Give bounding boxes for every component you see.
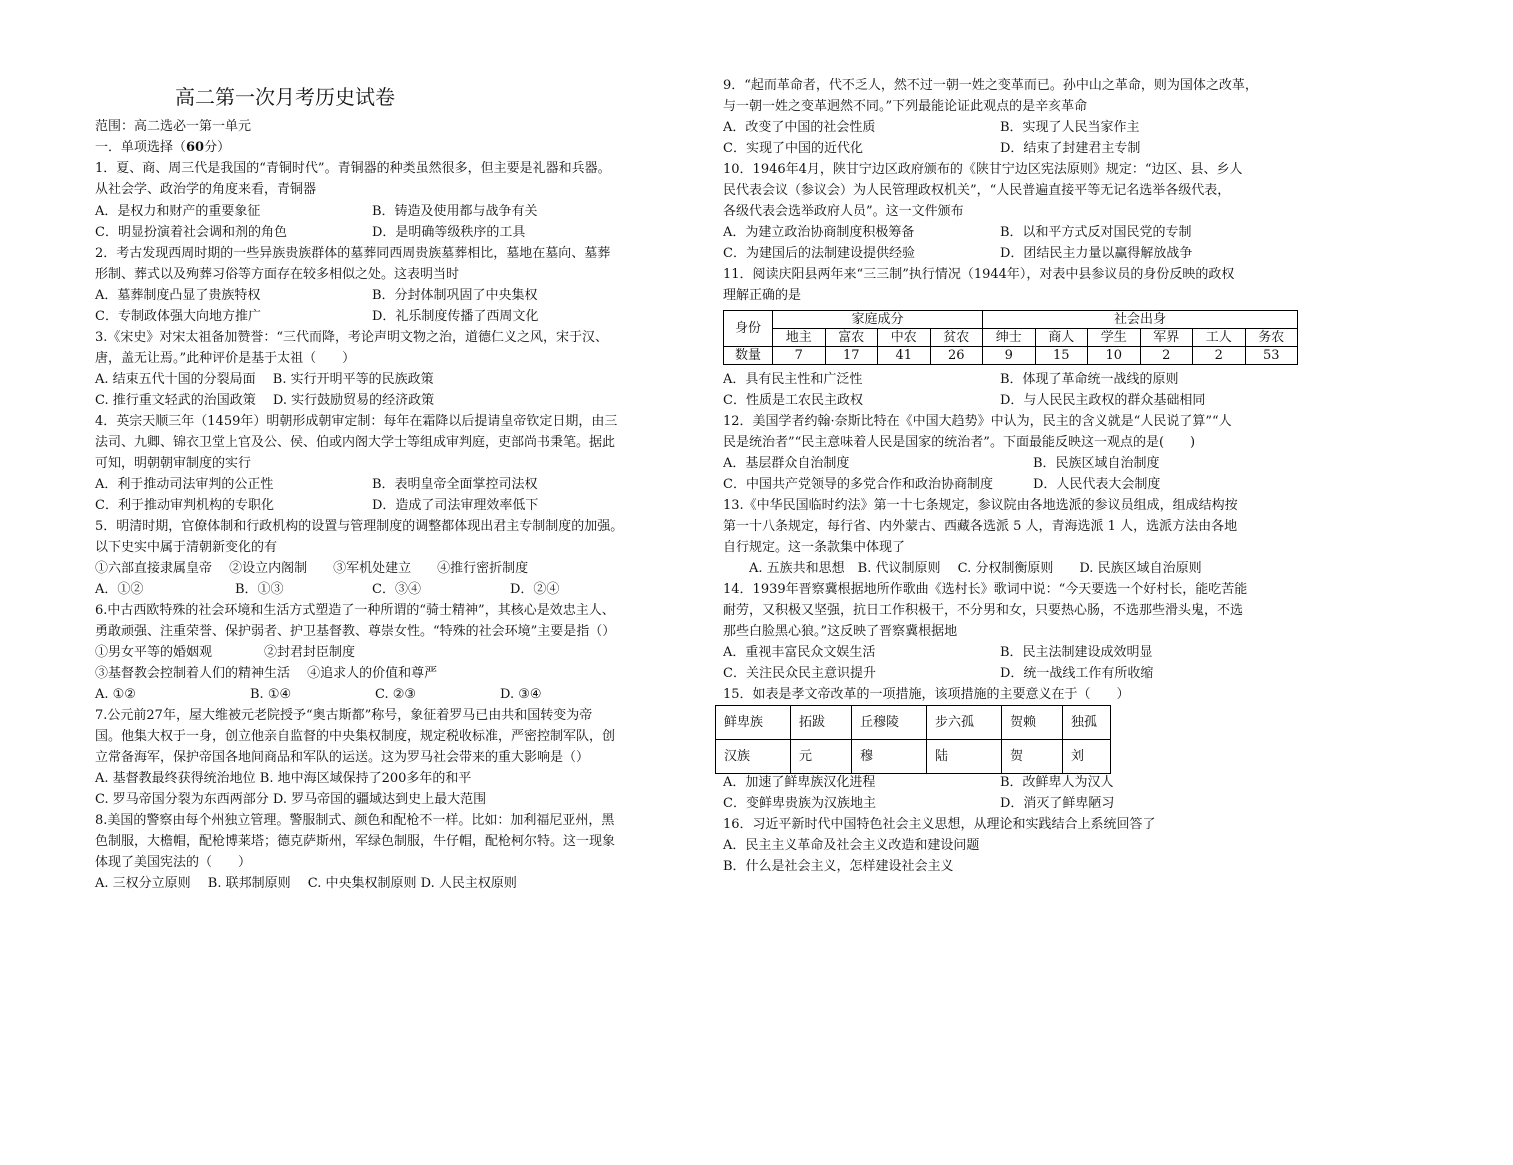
option-d: D．消灭了鲜卑陋习 [1000,796,1115,811]
option-c: C．明显扮演着社会调和剂的角色 [95,225,287,240]
question-text: 6.中古西欧特殊的社会环境和生活方式塑造了一种所谓的“骑士精神”，其核心是效忠主人、 [95,603,615,618]
option-b: B．实现了人民当家作主 [1000,120,1140,135]
option-a: A．①② [95,582,144,597]
question-text: 16．习近平新时代中国特色社会主义思想，从理论和实践结合上系统回答了 [723,817,1156,832]
option-a: A．墓葬制度凸显了贵族特权 [95,288,261,303]
table-cell: 贺赖 [1002,706,1063,740]
table-cell: 地主 [773,329,826,347]
table-cell: 15 [1035,347,1088,365]
option-d: D. ③④ [500,687,542,702]
option-a: A．民主主义革命及社会主义改造和建设问题 [723,838,980,853]
options-abcd: A. 三权分立原则 B. 联邦制原则 C. 中央集权制原则 D. 人民主权原则 [95,876,517,891]
table-cell: 穆 [852,740,927,774]
options-ab: A. 基督教最终获得统治地位 B. 地中海区域保持了200多年的和平 [95,771,472,786]
question-text: 10．1946年4月，陕甘宁边区政府颁布的《陕甘宁边区宪法原则》规定：“边区、县、乡人 [723,162,1243,177]
question-text: 民代表会议（参议会）为人民管理政权机关”，“人民普遍直接平等无记名选举各级代表， [723,183,1231,198]
question-text: 可知，明朝朝审制度的实行 [95,456,252,471]
table-cell: 7 [773,347,826,365]
option-c: C．变鲜卑贵族为汉族地主 [723,796,876,811]
table-cell: 41 [878,347,931,365]
option-b: B．以和平方式反对国民党的专制 [1000,225,1192,240]
question-text: ①男女平等的婚姻观 ②封君封臣制度 [95,645,356,660]
table-cell: 17 [825,347,878,365]
table-cell: 工人 [1193,329,1246,347]
option-d: D．与人民民主政权的群众基础相同 [1000,393,1206,408]
table-row [724,347,1298,365]
table-cell: 鲜卑族 [716,706,791,740]
question-text: 体现了美国宪法的（ ） [95,855,252,870]
question-text: 15．如表是孝文帝改革的一项措施，该项措施的主要意义在于（ ） [723,687,1130,702]
question-text: 14．1939年晋察冀根据地所作歌曲《选村长》歌词中说：“今天要选一个好村长，能吃苦能 [723,582,1248,597]
question-text: 11．阅读庆阳县两年来“三三制”执行情况（1944年），对表中县参议员的身份反映的政权 [723,267,1235,282]
scope-text: 范围：高二选必一第一单元 [95,119,252,134]
table-cell: 陆 [927,740,1002,774]
table-cell: 商人 [1035,329,1088,347]
table-cell: 汉族 [716,740,791,774]
option-b: B．什么是社会主义，怎样建设社会主义 [723,859,954,874]
table-cell: 26 [930,347,983,365]
option-d: D．人民代表大会制度 [1033,477,1161,492]
table-cell: 步六孤 [927,706,1002,740]
table-row [716,706,1111,740]
table-cell: 务农 [1245,329,1298,347]
table-cell: 富农 [825,329,878,347]
question-text: 民是统治者”“民主意味着人民是国家的统治者”。下面最能反映这一观点的是( ) [723,435,1196,450]
question-text: 勇敢顽强、注重荣誉、保护弱者、护卫基督教、尊崇女性。“特殊的社会环境”主要是指（） [95,624,616,639]
identity-table [723,310,1298,365]
options-ab: A. 结束五代十国的分裂局面 B. 实行开明平等的民族政策 [95,372,434,387]
question-text: 立常备海军，保护帝国各地间商品和军队的运送。这为罗马社会带来的重大影响是（） [95,750,590,765]
option-b: B．①③ [235,582,284,597]
option-a: A．改变了中国的社会性质 [723,120,876,135]
option-c: C．关注民众民主意识提升 [723,666,876,681]
option-a: A．利于推动司法审判的公正性 [95,477,274,492]
surname-table [715,705,1111,774]
table-cell: 元 [791,740,852,774]
option-c: C．中国共产党领导的多党合作和政治协商制度 [723,477,993,492]
table-row [724,329,1298,347]
question-text: 法司、九卿、锦衣卫堂上官及公、侯、伯或内阁大学士等组成审判庭，吏部尚书秉笔。据此 [95,435,616,450]
question-text: 以下史实中属于清朝新变化的有 [95,540,278,555]
option-c: C．③④ [372,582,421,597]
option-d: D．②④ [510,582,560,597]
option-c: C．性质是工农民主政权 [723,393,863,408]
option-b: B．改鲜卑人为汉人 [1000,775,1114,790]
option-c: C．为建国后的法制建设提供经验 [723,246,915,261]
table-cell: 身份 [724,311,773,347]
table-row [724,311,1298,329]
question-text: ③基督教会控制着人们的精神生活 ④追求人的价值和尊严 [95,666,438,681]
question-text: 与一朝一姓之变革迥然不同。”下列最能论证此观点的是辛亥革命 [723,99,1088,114]
option-a: A．加速了鲜卑族汉化进程 [723,775,876,790]
question-text: 耐劳，又积极又坚强，抗日工作积极干，不分男和女，只要热心肠，不选那些滑头鬼，不选 [723,603,1244,618]
table-cell: 军界 [1140,329,1193,347]
option-b: B. ①④ [250,687,292,702]
question-text: 色制服，大檐帽，配枪博莱塔；德克萨斯州，军绿色制服，牛仔帽，配枪柯尔特。这一现象 [95,834,616,849]
question-text: 2．考古发现西周时期的一些异族贵族群体的墓葬同西周贵族墓葬相比，墓地在墓向、墓葬 [95,246,611,261]
option-c: C．实现了中国的近代化 [723,141,863,156]
question-text: 12．美国学者约翰·奈斯比特在《中国大趋势》中认为，民主的含义就是“人民说了算”“人 [723,414,1232,429]
question-text: 4．英宗天顺三年（1459年）明朝形成朝审定制：每年在霜降以后提请皇帝钦定日期，由三 [95,414,618,429]
question-text: 各级代表会选举政府人员”。这一文件颁布 [723,204,964,219]
section-heading: 一．单项选择（60分） [95,140,231,155]
option-a: A．具有民主性和广泛性 [723,372,863,387]
option-a: A. ①② [95,687,136,702]
question-text: 3.《宋史》对宋太祖备加赞誉：“三代而降，考论声明文物之治，道德仁义之风，宋于汉、 [95,330,609,345]
options-cd: C. 推行重文轻武的治国政策 D. 实行鼓励贸易的经济政策 [95,393,435,408]
option-b: B．分封体制巩固了中央集权 [372,288,538,303]
question-text: ①六部直接隶属皇帝 ②设立内阁制 ③军机处建立 ④推行密折制度 [95,561,529,576]
table-cell: 贫农 [930,329,983,347]
option-b: B．民主法制建设成效明显 [1000,645,1153,660]
option-a: A．基层群众自治制度 [723,456,850,471]
table-cell: 学生 [1088,329,1141,347]
table-cell: 2 [1193,347,1246,365]
option-d: D．是明确等级秩序的工具 [372,225,526,240]
question-text: 8.美国的警察由每个州独立管理。警服制式、颜色和配枪不一样。比如：加利福尼亚州，黑 [95,813,615,828]
question-text: 理解正确的是 [723,288,802,303]
question-text: 唐，盖无让焉。”此种评价是基于太祖（ ） [95,351,356,366]
table-cell: 2 [1140,347,1193,365]
option-d: D．礼乐制度传播了西周文化 [372,309,539,324]
option-a: A．为建立政治协商制度积极筹备 [723,225,915,240]
option-a: A．重视丰富民众文娱生活 [723,645,876,660]
question-text: 第一十八条规定，每行省、内外蒙古、西藏各选派 5 人，青海选派 1 人，选派方法由各地 [723,519,1238,534]
option-c: C. ②③ [375,687,417,702]
option-d: D．统一战线工作有所收缩 [1000,666,1154,681]
option-d: D．造成了司法审理效率低下 [372,498,539,513]
table-cell: 社会出身 [983,311,1298,329]
table-cell: 53 [1245,347,1298,365]
question-text: 9．“起而革命者，代不乏人，然不过一朝一姓之变革而已。孙中山之革命，则为国体之改革， [723,78,1258,93]
question-text: 1．夏、商、周三代是我国的“青铜时代”。青铜器的种类虽然很多，但主要是礼器和兵器。 [95,161,611,176]
option-b: B．民族区域自治制度 [1033,456,1160,471]
question-text: 形制、葬式以及殉葬习俗等方面存在较多相似之处。这表明当时 [95,267,460,282]
table-cell: 家庭成分 [773,311,983,329]
options-abcd: A. 五族共和思想 B. 代议制原则 C. 分权制衡原则 D. 民族区域自治原则 [749,561,1202,576]
table-row [716,740,1111,774]
table-cell: 丘穆陵 [852,706,927,740]
question-text: 5．明清时期，官僚体制和行政机构的设置与管理制度的调整都体现出君主专制制度的加强。 [95,519,624,534]
table-cell: 刘 [1063,740,1111,774]
table-cell: 中农 [878,329,931,347]
option-c: C．专制政体强大向地方推广 [95,309,261,324]
option-b: B．铸造及使用都与战争有关 [372,204,538,219]
table-cell: 独孤 [1063,706,1111,740]
question-text: 那些白脸黑心狼。”这反映了晋察冀根据地 [723,624,958,639]
question-text: 国。他集大权于一身，创立他亲自监督的中央集权制度，规定税收标准，严密控制军队，创 [95,729,616,744]
option-a: A．是权力和财产的重要象征 [95,204,261,219]
table-cell: 10 [1088,347,1141,365]
question-text: 自行规定。这一条款集中体现了 [723,540,906,555]
option-b: B．表明皇帝全面掌控司法权 [372,477,538,492]
option-b: B．体现了革命统一战线的原则 [1000,372,1179,387]
option-c: C．利于推动审判机构的专职化 [95,498,274,513]
table-cell: 拓跋 [791,706,852,740]
question-text: 13.《中华民国临时约法》第一十七条规定，参议院由各地选派的参议员组成，组成结构按 [723,498,1238,513]
page-title: 高二第一次月考历史试卷 [175,85,395,109]
table-cell: 贺 [1002,740,1063,774]
table-cell: 绅士 [983,329,1036,347]
option-d: D．团结民主力量以赢得解放战争 [1000,246,1193,261]
option-d: D．结束了封建君主专制 [1000,141,1141,156]
table-cell: 数量 [724,347,773,365]
question-text: 7.公元前27年，屋大维被元老院授予“奥古斯都”称号，象征着罗马已由共和国转变为帝 [95,708,593,723]
table-cell: 9 [983,347,1036,365]
options-cd: C. 罗马帝国分裂为东西两部分 D. 罗马帝国的疆域达到史上最大范围 [95,792,487,807]
question-text: 从社会学、政治学的角度来看，青铜器 [95,182,317,197]
